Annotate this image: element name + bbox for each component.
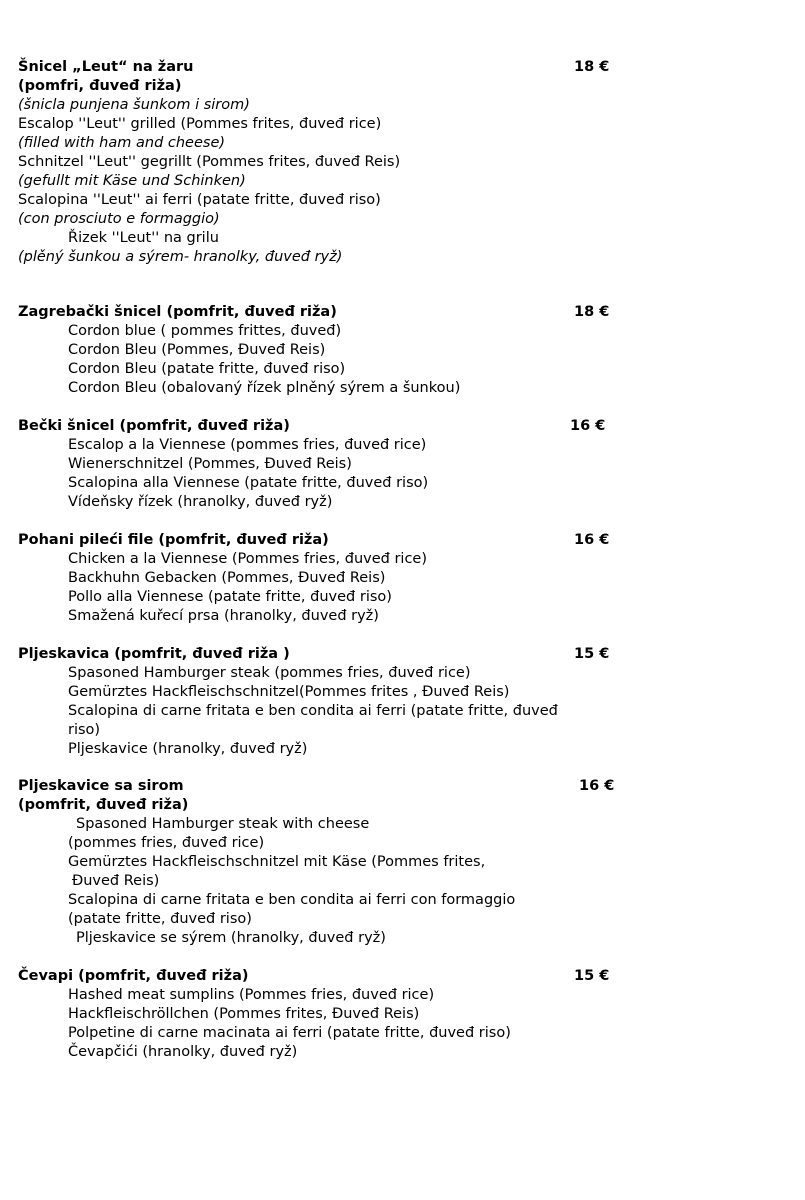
dish-title: Šnicel „Leut“ na žaru — [18, 59, 194, 75]
dish-translation: Schnitzel ''Leut'' gegrillt (Pommes frites, đuveđ Reis) — [18, 154, 401, 170]
dish-translation: Gemürztes Hackfleischschnitzel mit Käse (Pommes frites, — [68, 854, 486, 870]
dish-translation: Čevapčići (hranolky, đuveđ ryž) — [68, 1044, 298, 1060]
dish-title: Pljeskavice sa sirom — [18, 778, 184, 794]
dish-translation: Smažená kuřecí prsa (hranolky, đuveđ ryž) — [68, 608, 379, 624]
dish-translation: (pommes fries, đuveđ rice) — [68, 835, 265, 851]
dish-translation: Cordon Bleu (Pommes, Đuveđ Reis) — [68, 342, 326, 358]
dish-note: (con prosciuto e formaggio) — [18, 211, 220, 227]
dish-translation: Backhuhn Gebacken (Pommes, Đuveđ Reis) — [68, 570, 386, 586]
dish-translation: Cordon Bleu (patate fritte, đuveđ riso) — [68, 361, 346, 377]
dish-price: 15 € — [574, 968, 610, 984]
dish-price: 16 € — [570, 418, 606, 434]
dish-note: (gefullt mit Käse und Schinken) — [18, 173, 246, 189]
dish-note: (plěný šunkou a sýrem- hranolky, đuveđ ryž) — [18, 249, 343, 265]
dish-translation: Scalopina di carne fritata e ben condita ai ferri con formaggio — [68, 892, 516, 908]
dish-translation: Scalopina di carne fritata e ben condita ai ferri (patate fritte, đuveđ — [68, 703, 558, 719]
dish-translation: Escalop ''Leut'' grilled (Pommes frites, đuveđ rice) — [18, 116, 382, 132]
dish-title: Bečki šnicel (pomfrit, đuveđ riža) — [18, 418, 290, 434]
dish-price: 15 € — [574, 646, 610, 662]
dish-price: 16 € — [579, 778, 615, 794]
dish-translation: (patate fritte, đuveđ riso) — [68, 911, 252, 927]
dish-translation: Wienerschnitzel (Pommes, Đuveđ Reis) — [68, 456, 352, 472]
menu-item — [18, 777, 638, 948]
dish-translation: Cordon Bleu (obalovaný řízek plněný sýrem a šunkou) — [68, 380, 461, 396]
menu-item — [18, 58, 638, 267]
menu-item — [18, 645, 638, 759]
dish-translation: Scalopina ''Leut'' ai ferri (patate fritte, đuveđ riso) — [18, 192, 381, 208]
dish-title: (pomfri, đuveđ riža) — [18, 78, 182, 94]
dish-title: Pohani pileći file (pomfrit, đuveđ riža) — [18, 532, 329, 548]
dish-price: 18 € — [574, 304, 610, 320]
dish-price: 18 € — [574, 59, 610, 75]
dish-translation: Escalop a la Viennese (pommes fries, đuveđ rice) — [68, 437, 427, 453]
dish-translation: Polpetine di carne macinata ai ferri (patate fritte, đuveđ riso) — [68, 1025, 511, 1041]
dish-translation: Gemürztes Hackfleischschnitzel(Pommes frites , Đuveđ Reis) — [68, 684, 510, 700]
dish-title: Pljeskavica (pomfrit, đuveđ riža ) — [18, 646, 290, 662]
dish-note: (filled with ham and cheese) — [18, 135, 226, 151]
dish-translation: Hackfleischröllchen (Pommes frites, Đuveđ Reis) — [68, 1006, 420, 1022]
dish-translation: Vídeňsky řízek (hranolky, đuveđ ryž) — [68, 494, 333, 510]
dish-translation: Đuveđ Reis) — [72, 873, 160, 889]
menu-item — [18, 303, 638, 398]
dish-title: Čevapi (pomfrit, đuveđ riža) — [18, 968, 249, 984]
menu-item — [18, 417, 638, 512]
dish-note: (šnicla punjena šunkom i sirom) — [18, 97, 250, 113]
dish-translation: Pljeskavice (hranolky, đuveđ ryž) — [68, 741, 308, 757]
dish-price: 16 € — [574, 532, 610, 548]
dish-translation: Řizek ''Leut'' na grilu — [68, 230, 219, 246]
dish-translation: Pljeskavice se sýrem (hranolky, đuveđ ryž) — [76, 930, 386, 946]
dish-translation: Chicken a la Viennese (Pommes fries, đuveđ rice) — [68, 551, 427, 567]
dish-translation: Spasoned Hamburger steak (pommes fries, đuveđ rice) — [68, 665, 471, 681]
menu-item — [18, 531, 638, 626]
menu-item — [18, 967, 638, 1062]
dish-translation: Hashed meat sumplins (Pommes fries, đuveđ rice) — [68, 987, 435, 1003]
dish-translation: Pollo alla Viennese (patate fritte, đuveđ riso) — [68, 589, 392, 605]
dish-translation: Cordon blue ( pommes frittes, đuveđ) — [68, 323, 342, 339]
dish-translation: Spasoned Hamburger steak with cheese — [76, 816, 370, 832]
dish-title: (pomfrit, đuveđ riža) — [18, 797, 189, 813]
dish-translation: Scalopina alla Viennese (patate fritte, đuveđ riso) — [68, 475, 429, 491]
dish-translation: riso) — [68, 722, 101, 738]
dish-title: Zagrebački šnicel (pomfrit, đuveđ riža) — [18, 304, 337, 320]
